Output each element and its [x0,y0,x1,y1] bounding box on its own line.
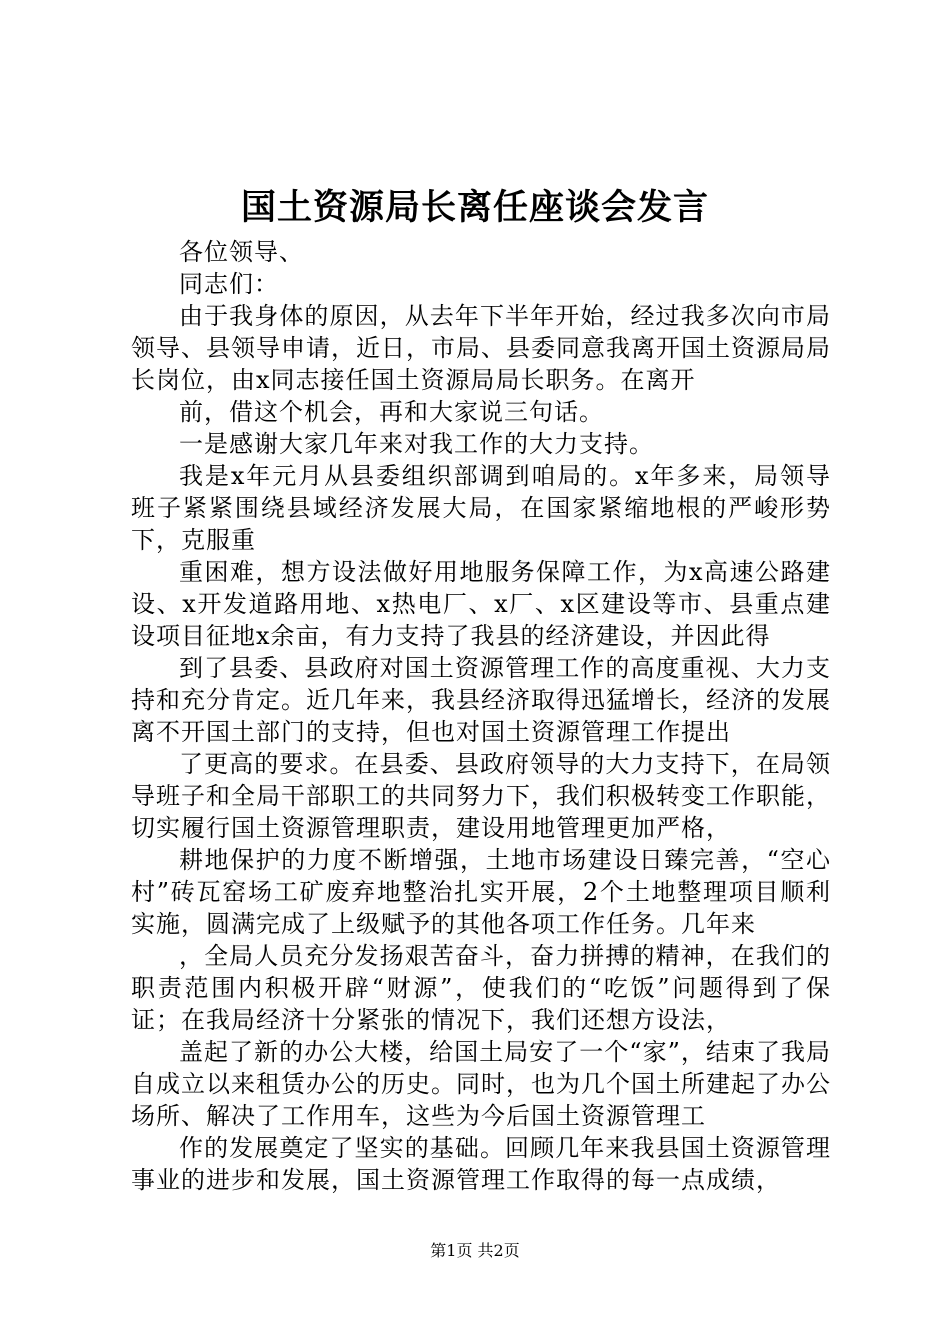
body-paragraph: 耕地保护的力度不断增强，土地市场建设日臻完善，“空心村”砖瓦窑场工矿废弃地整治扎实开展，2个土地整理项目顺利实施，圆满完成了上级赋予的其他各项工作任务。几年来 [131,846,831,938]
salutation-line: 同志们： [179,270,279,298]
body-paragraph: 重困难，想方设法做好用地服务保障工作，为x高速公路建设、x开发道路用地、x热电厂、x厂、x区建设等市、县重点建设项目征地x余亩，有力支持了我县的经济建设，并因此得 [131,558,831,650]
document-body [131,236,831,1196]
body-paragraph: 前，借这个机会，再和大家说三句话。 [179,398,604,426]
body-paragraph: ，全局人员充分发扬艰苦奋斗，奋力拼搏的精神，在我们的职责范围内积极开辟“财源”，使我们的“吃饭”问题得到了保证；在我局经济十分紧张的情况下，我们还想方设法， [131,942,831,1034]
salutation-line: 各位领导、 [179,238,304,266]
body-paragraph: 到了县委、县政府对国土资源管理工作的高度重视、大力支持和充分肯定。近几年来，我县经济取得迅猛增长，经济的发展离不开国土部门的支持，但也对国土资源管理工作提出 [131,654,831,746]
body-paragraph: 作的发展奠定了坚实的基础。回顾几年来我县国土资源管理事业的进步和发展，国土资源管理工作取得的每一点成绩， [131,1134,831,1194]
body-paragraph: 一是感谢大家几年来对我工作的大力支持。 [179,430,654,458]
body-paragraph: 我是x年元月从县委组织部调到咱局的。x年多来，局领导班子紧紧围绕县域经济发展大局，在国家紧缩地根的严峻形势下，克服重 [131,462,831,554]
body-paragraph: 盖起了新的办公大楼，给国土局安了一个“家”，结束了我局自成立以来租赁办公的历史。同时，也为几个国土所建起了办公场所、解决了工作用车，这些为今后国土资源管理工 [131,1038,831,1130]
body-paragraph: 由于我身体的原因，从去年下半年开始，经过我多次向市局领导、县领导申请，近日，市局、县委同意我离开国土资源局局长岗位，由x同志接任国土资源局局长职务。在离开 [131,302,831,394]
page-number-footer: 第1页 共2页 [430,1241,520,1260]
body-paragraph: 了更高的要求。在县委、县政府领导的大力支持下，在局领导班子和全局干部职工的共同努力下，我们积极转变工作职能，切实履行国土资源管理职责，建设用地管理更加严格， [131,750,831,842]
document-title: 国土资源局长离任座谈会发言 [240,187,709,228]
